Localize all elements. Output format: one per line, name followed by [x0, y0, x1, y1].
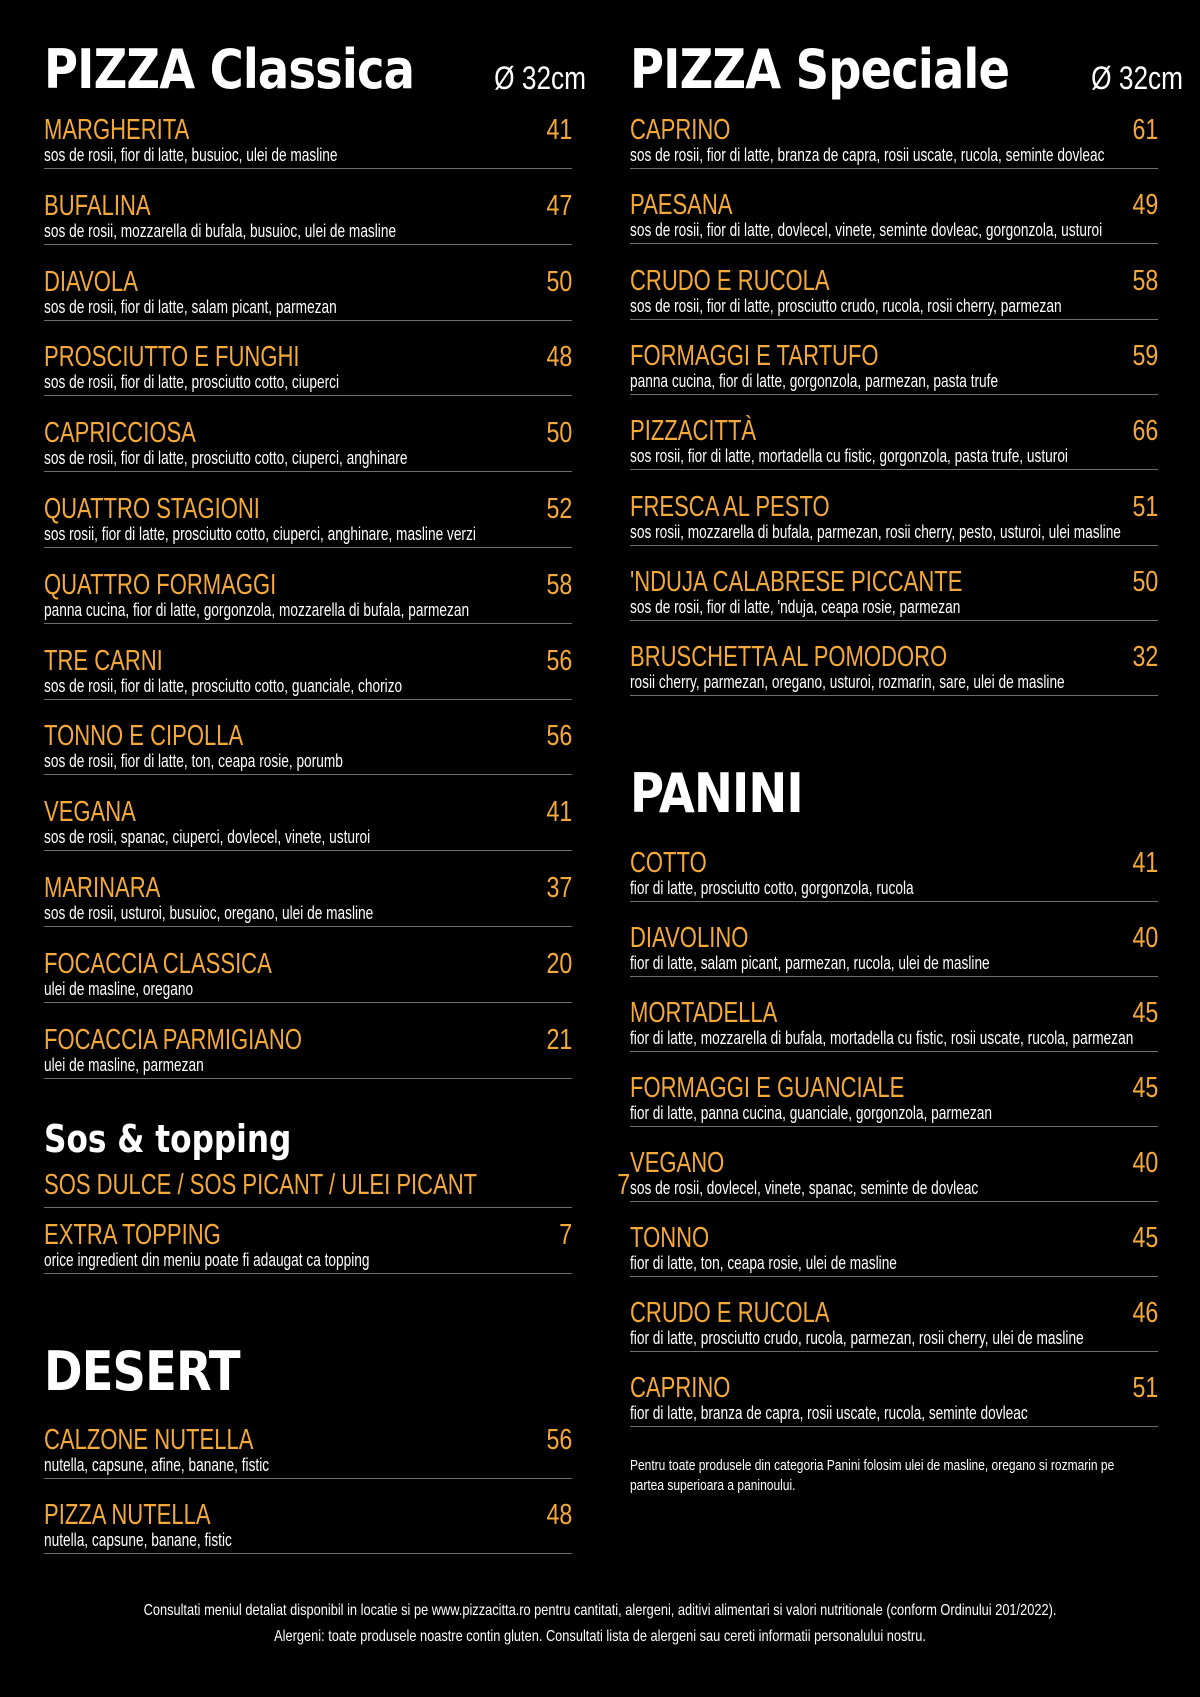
menu-item: [630, 489, 1158, 546]
menu-item-description: sos rosii, fior di latte, prosciutto cotto, ciuperci, anghinare, masline verzi: [44, 524, 476, 544]
menu-item: [44, 339, 572, 396]
menu-item-description: sos de rosii, dovlecel, vinete, spanac, seminte de dovleac: [630, 1178, 979, 1198]
menu-item-name: 'NDUJA CALABRESE PICCANTE: [630, 565, 963, 598]
menu-item-description: sos de rosii, fior di latte, dovlecel, vinete, seminte dovleac, gorgonzola, usturoi: [630, 220, 1103, 241]
menu-item: [44, 1217, 572, 1274]
menu-item: [44, 567, 572, 624]
menu-item: [630, 1220, 1158, 1277]
menu-item-name: TONNO E CIPOLLA: [44, 720, 244, 753]
menu-item-price: 48: [546, 1499, 572, 1531]
menu-item-header: [44, 794, 572, 830]
menu-item-price: 50: [546, 265, 572, 298]
menu-item-price: 56: [546, 1424, 572, 1456]
menu-item-description: fior di latte, ton, ceapa rosie, ulei de masline: [630, 1253, 897, 1273]
pizza-classica-header: [44, 38, 587, 101]
menu-item-price: 47: [546, 189, 572, 222]
panini-note-line1: Pentru toate produsele din categoria Panini folosim ulei de masline, oregano si rozmarin pe: [630, 1457, 1115, 1474]
menu-item-description: fior di latte, prosciutto crudo, rucola, parmezan, rosii cherry, ulei de masline: [630, 1328, 1084, 1348]
menu-item-name: MARINARA: [44, 872, 161, 904]
menu-item: [630, 338, 1158, 395]
menu-item: [630, 845, 1158, 902]
menu-item: [630, 1295, 1158, 1352]
menu-item-header: [44, 1167, 631, 1203]
menu-item-description: sos de rosii, fior di latte, prosciutto crudo, rucola, rosii cherry, parmezan: [630, 295, 1062, 316]
menu-item-price: 21: [546, 1023, 572, 1056]
panini-note: [630, 1456, 1134, 1496]
menu-item-header: [630, 1220, 1158, 1256]
menu-item-price: 51: [1132, 490, 1158, 523]
menu-item-name: PIZZA NUTELLA: [44, 1499, 211, 1531]
menu-item-name: PAESANA: [630, 189, 733, 222]
menu-item: [630, 1370, 1158, 1427]
menu-item-description: panna cucina, fior di latte, gorgonzola, mozzarella di bufala, parmezan: [44, 599, 470, 620]
desert-title: DESERT: [44, 1340, 240, 1403]
menu-item: [44, 1167, 631, 1208]
menu-item-description: ulei de masline, parmezan: [44, 1054, 204, 1075]
menu-item-price: 45: [1132, 1222, 1158, 1254]
menu-item-name: CRUDO E RUCOLA: [630, 1297, 830, 1329]
pizza-speciale-size: Ø 32cm: [1091, 60, 1183, 96]
menu-item-price: 66: [1132, 415, 1158, 448]
menu-item-header: [44, 339, 572, 375]
menu-item-header: [630, 845, 1158, 881]
menu-item-description: sos de rosii, fior di latte, salam picant, parmezan: [44, 296, 337, 317]
pizza-speciale-header: [630, 38, 1183, 101]
menu-item: [44, 415, 572, 472]
menu-item-price: 56: [546, 720, 572, 753]
menu-item-description: ulei de masline, oregano: [44, 978, 194, 999]
menu-item-name: QUATTRO FORMAGGI: [44, 568, 277, 601]
panini-note-line2: partea superioara a paninoului.: [630, 1477, 796, 1494]
menu-item: [44, 112, 572, 169]
menu-item-price: 41: [1132, 847, 1158, 879]
panini-title: PANINI: [630, 762, 803, 825]
menu-item-price: 32: [1132, 641, 1158, 674]
menu-item-header: [630, 263, 1158, 299]
menu-item: [630, 920, 1158, 977]
menu-item-name: FORMAGGI E GUANCIALE: [630, 1072, 905, 1104]
menu-item: [44, 491, 572, 548]
pizza-speciale-title: PIZZA Speciale: [630, 38, 1010, 101]
menu-item-price: 45: [1132, 997, 1158, 1029]
menu-item-header: [630, 639, 1158, 675]
menu-item-header: [44, 870, 572, 906]
menu-item-description: sos de rosii, fior di latte, 'nduja, ceapa rosie, parmezan: [630, 596, 961, 617]
menu-item-description: sos de rosii, spanac, ciuperci, dovlecel, vinete, usturoi: [44, 827, 371, 848]
menu-item-header: [630, 995, 1158, 1031]
menu-item-name: SOS DULCE / SOS PICANT / ULEI PICANT: [44, 1169, 478, 1201]
menu-item-header: [44, 718, 572, 754]
menu-item-header: [44, 415, 572, 451]
menu-item-header: [44, 112, 572, 148]
menu-item-header: [44, 1217, 572, 1253]
menu-item-price: 48: [546, 341, 572, 374]
menu-item-header: [44, 491, 572, 527]
menu-item-name: MORTADELLA: [630, 997, 778, 1029]
menu-item-header: [44, 643, 572, 679]
menu-item-header: [44, 567, 572, 603]
menu-item-header: [630, 1145, 1158, 1181]
menu-item-description: fior di latte, branza de capra, rosii uscate, rucola, seminte dovleac: [630, 1403, 1028, 1423]
menu-item: [44, 188, 572, 245]
menu-item-name: FRESCA AL PESTO: [630, 490, 830, 523]
menu-item-header: [630, 338, 1158, 374]
menu-item-name: CAPRINO: [630, 1372, 731, 1404]
menu-item: [44, 1497, 572, 1554]
menu-item: [630, 112, 1158, 169]
menu-item-name: TONNO: [630, 1222, 710, 1254]
menu-item-description: orice ingredient din meniu poate fi adaugat ca topping: [44, 1250, 370, 1270]
menu-item: [44, 946, 572, 1003]
menu-item-price: 58: [546, 568, 572, 601]
menu-item-name: COTTO: [630, 847, 707, 879]
menu-item-description: panna cucina, fior di latte, gorgonzola, parmezan, pasta trufe: [630, 370, 999, 391]
menu-item-description: fior di latte, mozzarella di bufala, mortadella cu fistic, rosii uscate, rucola, parmezan: [630, 1028, 1134, 1048]
menu-item: [44, 1422, 572, 1479]
menu-item-header: [630, 1295, 1158, 1331]
menu-item-price: 58: [1132, 264, 1158, 297]
footer: [0, 1598, 1200, 1650]
menu-item-price: 41: [546, 796, 572, 829]
menu-item-header: [630, 920, 1158, 956]
menu-item-description: sos de rosii, usturoi, busuioc, oregano, ulei de masline: [44, 903, 374, 923]
menu-item-price: 59: [1132, 339, 1158, 372]
menu-item-header: [630, 1070, 1158, 1106]
menu-item-price: 56: [546, 644, 572, 677]
menu-item: [44, 1022, 572, 1079]
footer-line1: Consultati meniul detaliat disponibil in locatie si pe www.pizzacitta.ro pentru cantitati, alergeni, aditivi alimentari si valori nutritionale (conform Ordinului 201/2022).: [143, 1602, 1057, 1619]
menu-item: [44, 264, 572, 321]
menu-item: [630, 413, 1158, 470]
menu-item-name: VEGANA: [44, 796, 136, 829]
menu-item-name: EXTRA TOPPING: [44, 1219, 221, 1251]
menu-item-price: 51: [1132, 1372, 1158, 1404]
menu-item-header: [630, 489, 1158, 525]
menu-item-price: 40: [1132, 922, 1158, 954]
menu-item-name: CALZONE NUTELLA: [44, 1424, 254, 1456]
menu-item-price: 61: [1132, 114, 1158, 146]
menu-item-price: 20: [546, 947, 572, 980]
menu-item-description: sos de rosii, fior di latte, branza de capra, rosii uscate, rucola, seminte dovleac: [630, 145, 1105, 165]
menu-item: [630, 995, 1158, 1052]
menu-item-price: 49: [1132, 189, 1158, 222]
menu-item-description: sos de rosii, fior di latte, prosciutto cotto, ciuperci, anghinare: [44, 448, 408, 469]
menu-item-name: TRE CARNI: [44, 644, 163, 677]
menu-item: [44, 870, 572, 927]
menu-item-name: PIZZACITTÀ: [630, 415, 757, 448]
menu-item-description: sos de rosii, fior di latte, ton, ceapa rosie, porumb: [44, 751, 343, 772]
menu-item-header: [44, 1022, 572, 1058]
pizza-classica-size: Ø 32cm: [494, 60, 587, 96]
menu-item-name: CAPRICCIOSA: [44, 417, 196, 450]
menu-item-price: 7: [617, 1169, 631, 1201]
menu-item-name: PROSCIUTTO E FUNGHI: [44, 341, 300, 374]
menu-item-description: sos de rosii, mozzarella di bufala, busuioc, ulei de masline: [44, 220, 397, 241]
menu-item-price: 46: [1132, 1297, 1158, 1329]
menu-item-name: BRUSCHETTA AL POMODORO: [630, 641, 948, 674]
menu-item-price: 50: [1132, 565, 1158, 598]
menu-item-description: fior di latte, prosciutto cotto, gorgonzola, rucola: [630, 878, 914, 898]
menu-item-name: FOCACCIA PARMIGIANO: [44, 1023, 302, 1056]
menu-item-name: DIAVOLINO: [630, 922, 749, 954]
menu-item-description: sos rosii, fior di latte, mortadella cu fistic, gorgonzola, pasta trufe, usturoi: [630, 446, 1068, 467]
menu-item-name: MARGHERITA: [44, 114, 190, 146]
sos-topping-title: Sos & topping: [44, 1117, 292, 1161]
menu-item-header: [630, 112, 1158, 148]
menu-item-name: VEGANO: [630, 1147, 725, 1179]
menu-item-price: 50: [546, 417, 572, 450]
menu-item-header: [630, 413, 1158, 449]
menu-item: [630, 187, 1158, 244]
menu-item-description: sos de rosii, fior di latte, prosciutto cotto, ciuperci: [44, 372, 340, 393]
menu-item-description: sos de rosii, fior di latte, prosciutto cotto, guanciale, chorizo: [44, 675, 403, 696]
menu-item-name: BUFALINA: [44, 189, 151, 222]
menu-item-description: fior di latte, salam picant, parmezan, rucola, ulei de masline: [630, 953, 990, 973]
pizza-classica-title: PIZZA Classica: [44, 38, 415, 101]
menu-item-price: 40: [1132, 1147, 1158, 1179]
menu-item-price: 45: [1132, 1072, 1158, 1104]
menu-item: [44, 718, 572, 775]
menu-item-header: [630, 1370, 1158, 1406]
menu-item-name: DIAVOLA: [44, 265, 138, 298]
menu-item-header: [630, 187, 1158, 223]
menu-item-name: QUATTRO STAGIONI: [44, 493, 260, 525]
menu-item-description: nutella, capsune, banane, fistic: [44, 1530, 232, 1550]
menu-item-name: FOCACCIA CLASSICA: [44, 947, 272, 980]
menu-item-price: 41: [546, 114, 572, 146]
menu-item-description: sos de rosii, fior di latte, busuioc, ulei de masline: [44, 145, 338, 165]
footer-line2: Alergeni: toate produsele noastre contin gluten. Consultati lista de alergeni sau cereti informatii personalului nostru.: [274, 1628, 926, 1645]
menu-item-description: rosii cherry, parmezan, oregano, usturoi, rozmarin, sare, ulei de masline: [630, 672, 1065, 693]
menu-item-description: nutella, capsune, afine, banane, fistic: [44, 1455, 270, 1475]
menu-item-price: 52: [546, 493, 572, 525]
menu-item: [630, 1070, 1158, 1127]
menu-item-price: 7: [559, 1219, 572, 1251]
menu-item-header: [44, 946, 572, 982]
menu-item-header: [44, 1422, 572, 1458]
menu-item-header: [44, 264, 572, 300]
menu-item-name: CAPRINO: [630, 114, 731, 146]
menu-item: [630, 639, 1158, 696]
menu-item-header: [44, 1497, 572, 1533]
menu-item-price: 37: [546, 872, 572, 904]
menu-item-description: fior di latte, panna cucina, guanciale, gorgonzola, parmezan: [630, 1103, 992, 1123]
menu-item-description: sos rosii, mozzarella di bufala, parmezan, rosii cherry, pesto, usturoi, ulei masline: [630, 521, 1121, 542]
menu-item-name: CRUDO E RUCOLA: [630, 264, 830, 297]
menu-item: [44, 794, 572, 851]
menu-item: [630, 1145, 1158, 1202]
menu-item-name: FORMAGGI E TARTUFO: [630, 339, 879, 372]
menu-item: [44, 643, 572, 700]
menu-item: [630, 263, 1158, 320]
menu-item-header: [630, 564, 1158, 600]
menu-item-header: [44, 188, 572, 224]
menu-item: [630, 564, 1158, 621]
